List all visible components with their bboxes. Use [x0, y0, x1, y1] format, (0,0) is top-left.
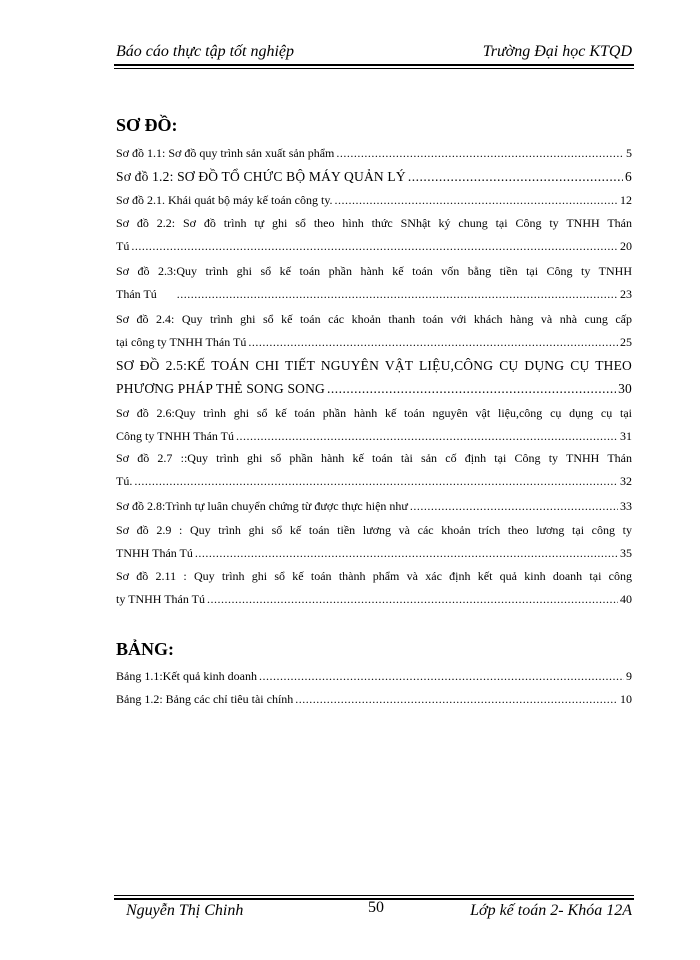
toc-entry-line	[116, 588, 632, 611]
toc-entry	[116, 165, 632, 188]
toc-entry-line	[116, 331, 632, 354]
dot-leader	[248, 331, 618, 354]
tables-section-title: BẢNG:	[116, 639, 174, 659]
toc-entry-text: Sơ đồ 2.3:Quy trình ghi sổ kế toán phần hành kế toán vốn bằng tiền tại Công ty TNHH	[116, 264, 632, 278]
toc-entry-line	[116, 354, 632, 377]
toc-entry-text: ty TNHH Thán Tú	[116, 592, 205, 606]
toc-entry-line	[116, 665, 632, 688]
toc-page-number: 5	[626, 146, 632, 160]
header-right-text: Trường Đại học KTQD	[482, 43, 632, 60]
toc-entry-line	[116, 495, 632, 518]
toc-entry-line	[116, 212, 632, 235]
toc-entry-line	[116, 402, 632, 425]
toc-entry-line	[116, 142, 632, 165]
dot-leader	[295, 688, 618, 711]
header-left-text: Báo cáo thực tập tốt nghiệp	[116, 43, 295, 60]
toc-page-number: 30	[618, 381, 632, 396]
toc-page-number: 23	[620, 287, 632, 301]
toc-entry-text: Sơ đồ 2.4: Quy trình ghi sổ kế toán các khoản thanh toán với khách hàng và nhà cung cấp	[116, 312, 632, 326]
toc-entry-line	[116, 542, 632, 565]
toc-entry	[116, 354, 632, 400]
dot-leader	[177, 283, 618, 306]
dot-leader	[410, 495, 618, 518]
toc-entry	[116, 142, 632, 165]
toc-entry-line	[116, 260, 632, 283]
toc-entry-text: Bảng 1.1:Kết quả kinh doanh	[116, 669, 257, 683]
toc-entry-line	[116, 189, 632, 212]
dot-leader	[335, 189, 618, 212]
toc-entry-text: Thán Tú	[116, 287, 157, 301]
toc-entry-text: tại công ty TNHH Thán Tú	[116, 335, 247, 349]
toc-entry-text: PHƯƠNG PHÁP THẺ SONG SONG	[116, 381, 326, 396]
toc-entry-line	[116, 165, 632, 188]
toc-entry-text: Tú	[116, 239, 130, 253]
toc-entry-text: Sơ đồ 2.1. Khái quát bộ máy kế toán công ty.	[116, 193, 333, 207]
toc-entry	[116, 189, 632, 212]
toc-entry	[116, 447, 632, 493]
toc-entry	[116, 212, 632, 258]
toc-page-number: 31	[620, 429, 632, 443]
dot-leader	[336, 142, 624, 165]
toc-entry	[116, 688, 632, 711]
footer-class: Lớp kế toán 2- Khóa 12A	[470, 902, 632, 919]
toc-entry-line	[116, 283, 632, 306]
toc-page-number: 25	[620, 335, 632, 349]
toc-page-number: 33	[620, 499, 632, 513]
toc-entry-text: Sơ đồ 2.8:Trình tự luân chuyển chứng từ được thực hiện như	[116, 499, 408, 513]
toc-entry-text: Sơ đồ 2.7 ::Quy trình ghi sổ phần hành kế toán tài sản cố định tại Công ty TNHH Thán	[116, 451, 632, 465]
toc-entry-line	[116, 235, 632, 258]
toc-entry-text: Sơ đồ 2.2: Sơ đồ trình tự ghi sổ theo hình thức SNhật ký chung tại Công ty TNHH Thán	[116, 216, 632, 230]
toc-entry-text: TNHH Thán Tú	[116, 546, 193, 560]
toc-entry-line	[116, 377, 632, 400]
toc-entry	[116, 308, 632, 354]
toc-entry	[116, 260, 632, 306]
dot-leader	[236, 425, 618, 448]
toc-entry	[116, 665, 632, 688]
toc-entry	[116, 519, 632, 565]
toc-entry-line	[116, 425, 632, 448]
dot-leader	[134, 470, 618, 493]
toc-entry-line	[116, 688, 632, 711]
toc-page-number: 40	[620, 592, 632, 606]
toc-entry	[116, 495, 632, 518]
toc-entry	[116, 565, 632, 611]
toc-page-number: 12	[620, 193, 632, 207]
footer-page-number: 50	[368, 899, 384, 916]
toc-entry-line	[116, 470, 632, 493]
toc-page-number: 6	[625, 169, 632, 184]
dot-leader	[408, 165, 623, 188]
toc-entry-line	[116, 565, 632, 588]
toc-entry-text: Sơ đồ 2.9 : Quy trình ghi sổ kế toán tiền lương và các khoản trích theo lương tại công ty	[116, 523, 632, 537]
toc-page-number: 9	[626, 669, 632, 683]
toc-entry-line	[116, 447, 632, 470]
toc-entry-text: Sơ đồ 1.1: Sơ đồ quy trình sản xuất sản phẩm	[116, 146, 335, 160]
toc-entry-text: Sơ đồ 2.11 : Quy trình ghi sổ kế toán thành phẩm và xác định kết quả kinh doanh tại công	[116, 569, 632, 583]
header-rule	[114, 64, 634, 66]
toc-entry-line	[116, 519, 632, 542]
toc-page-number: 20	[620, 239, 632, 253]
page-header	[116, 42, 632, 62]
footer-rule-thin	[114, 895, 634, 896]
toc-entry-line	[116, 308, 632, 331]
toc-entry-text: SƠ ĐỒ 2.5:KẾ TOÁN CHI TIẾT NGUYÊN VẬT LIỆU,CÔNG CỤ DỤNG CỤ THEO	[116, 358, 632, 373]
toc-page-number: 35	[620, 546, 632, 560]
header-rule-thin	[114, 68, 634, 69]
dot-leader	[131, 235, 618, 258]
toc-entry-text: Công ty TNHH Thán Tú	[116, 429, 235, 443]
toc-entry-text: Tú.	[116, 474, 133, 488]
dot-leader	[327, 377, 616, 400]
footer-author: Nguyễn Thị Chinh	[126, 902, 244, 919]
toc-entry	[116, 402, 632, 448]
toc-entry-text: Sơ đồ 1.2: SƠ ĐỒ TỔ CHỨC BỘ MÁY QUẢN LÝ	[116, 169, 406, 184]
toc-page-number: 32	[620, 474, 632, 488]
dot-leader	[259, 665, 624, 688]
toc-page-number: 10	[620, 692, 632, 706]
dot-leader	[207, 588, 618, 611]
toc-entry-text: Sơ đồ 2.6:Quy trình ghi sổ kế toán phần hành kế toán nguyên vật liệu,công cụ dụng cụ tại	[116, 406, 632, 420]
dot-leader	[195, 542, 618, 565]
toc-entry-text: Bảng 1.2: Bảng các chỉ tiêu tài chính	[116, 692, 294, 706]
diagrams-section-title: SƠ ĐỒ:	[116, 115, 178, 135]
